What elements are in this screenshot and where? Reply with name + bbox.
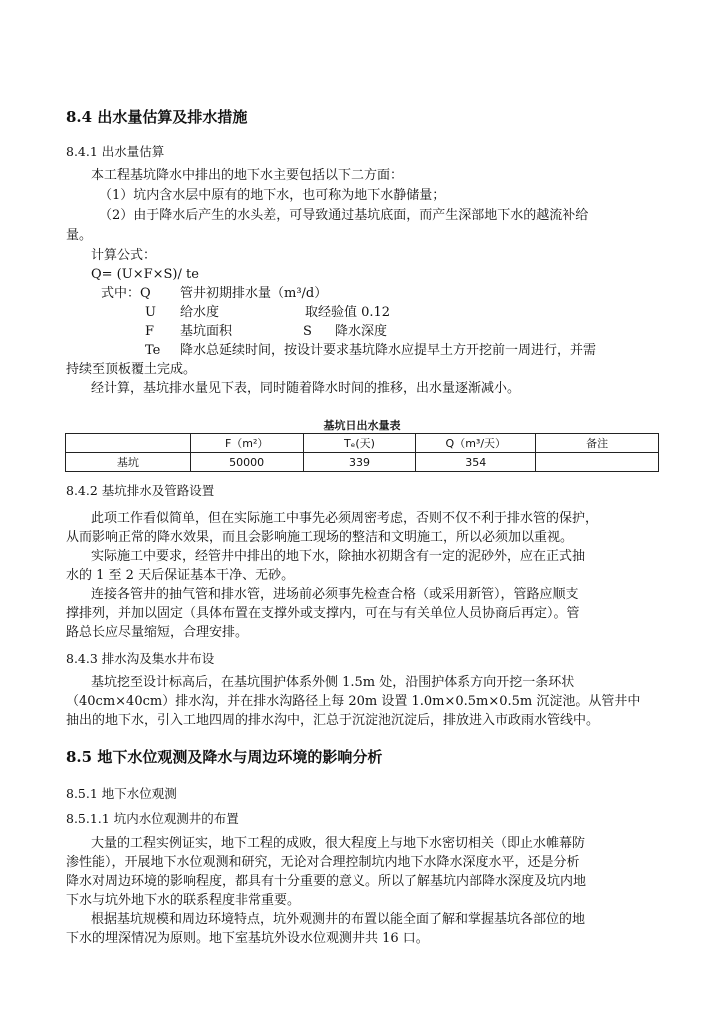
paragraph-line: 基坑挖至设计标高后，在基坑围护体系外侧 1.5m 处，沿围护体系方向开挖一条环状 [91,675,575,690]
table-cell: 339 [303,453,416,472]
paragraph-line: 降水对周边环境的影响程度，都具有十分重要的意义。所以了解基坑内部降水深度及坑内地 [66,874,587,889]
subsection-heading-8-4-2: 8.4.2 基坑排水及管路设置 [66,483,215,498]
paragraph-line: 下水与坑外地下水的联系程度非常重要。 [66,893,301,908]
subsection-heading-8-4-1: 8.4.1 出水量估算 [66,144,165,159]
table-title: 基坑日出水量表 [323,419,401,432]
paragraph-line: 下水的埋深情况为原则。地下室基坑外设水位观测井共 16 口。 [66,931,429,946]
paragraph-line: 量。 [66,228,93,243]
water-table [65,433,659,472]
table-cell: 354 [416,453,536,472]
paragraph-line: 渗性能），开展地下水位观测和研究，无论对合理控制坑内地下水降水深度水平，还是分析 [66,855,580,870]
variable-label: Te [145,343,161,358]
table-header-cell: Tₑ(天) [303,434,416,453]
subsection-heading-8-4-3: 8.4.3 排水沟及集水井布设 [66,651,215,666]
variable-desc: 管井初期排水量（m³/d） [180,286,328,301]
variable-label: F [145,324,155,339]
subsection-heading-8-5-1-1: 8.5.1.1 坑内水位观测井的布置 [66,811,239,826]
variable-desc: 降水总延续时间，按设计要求基坑降水应提早土方开挖前一周进行，并需 [180,343,597,358]
formula: Q= (U×F×S)/ te [91,267,199,282]
paragraph-line: 根据基坑规模和周边环境特点，坑外观测井的布置以能全面了解和掌握基坑各部位的地 [91,912,586,927]
table-row [66,453,659,472]
paragraph-line: 持续至顶板覆土完成。 [66,362,197,377]
paragraph-line: 本工程基坑降水中排出的地下水主要包括以下二方面： [91,168,404,183]
table-header-cell: 备注 [536,434,659,453]
paragraph-line: 计算公式： [91,248,157,263]
paragraph-line: 撑排列，并加以固定（具体布置在支撑外或支撑内，可在与有关单位人员协商后再定）。管 [66,606,580,621]
paragraph-line: 经计算，基坑排水量见下表，同时随着降水时间的推移，出水量逐渐减小。 [91,381,521,396]
paragraph-line: 大量的工程实例证实，地下工程的成败，很大程度上与地下水密切相关（即止水帷幕防 [91,836,586,851]
variable-label: S [303,324,312,339]
variable-value: 取经验值 0.12 [305,305,391,320]
table-header-cell: F（m²） [190,434,303,453]
variable-label: 式中：Q [101,286,151,301]
paragraph-line: 实际施工中要求，经管井中排出的地下水，除抽水初期含有一定的泥砂外，应在正式抽 [91,549,586,564]
section-heading-8-5: 8.5 地下水位观测及降水与周边环境的影响分析 [66,748,383,766]
paragraph-line: （40cm×40cm）排水沟，并在排水沟路径上每 20m 设置 1.0m×0.5m×0.5m 沉淀池。从管井中 [66,694,641,709]
section-heading-8-4: 8.4 出水量估算及排水措施 [66,108,248,126]
paragraph-line: 路总长应尽量缩短，合理安排。 [66,625,249,640]
paragraph-line: 抽出的地下水，引入工地四周的排水沟中，汇总于沉淀池沉淀后，排放进入市政雨水管线中。 [66,713,600,728]
paragraph-line: 此项工作看似简单，但在实际施工中事先必须周密考虑，否则不仅不利于排水管的保护， [91,511,599,526]
paragraph-line: 水的 1 至 2 天后保证基本干净、无砂。 [66,568,295,583]
table-header-cell [66,434,191,453]
table-header-row [66,434,659,453]
variable-desc: 基坑面积 [180,324,233,339]
subsection-heading-8-5-1: 8.5.1 地下水位观测 [66,786,177,801]
paragraph-line: （2）由于降水后产生的水头差，可导致通过基坑底面，而产生深部地下水的越流补给 [99,208,589,223]
table-header-cell: Q（m³/天） [416,434,536,453]
table-cell: 基坑 [66,453,191,472]
variable-desc: 给水度 [180,305,220,320]
variable-desc: 降水深度 [335,324,388,339]
table-cell: 50000 [190,453,303,472]
table-cell [536,453,659,472]
paragraph-line: 从而影响正常的降水效果，而且会影响施工现场的整洁和文明施工，所以必须加以重视。 [66,530,574,545]
paragraph-line: （1）坑内含水层中原有的地下水，也可称为地下水静储量； [99,188,446,203]
variable-label: U [145,305,156,320]
paragraph-line: 连接各管井的抽气管和排水管，进场前必须事先检查合格（或采用新管），管路应顺支 [91,587,579,602]
